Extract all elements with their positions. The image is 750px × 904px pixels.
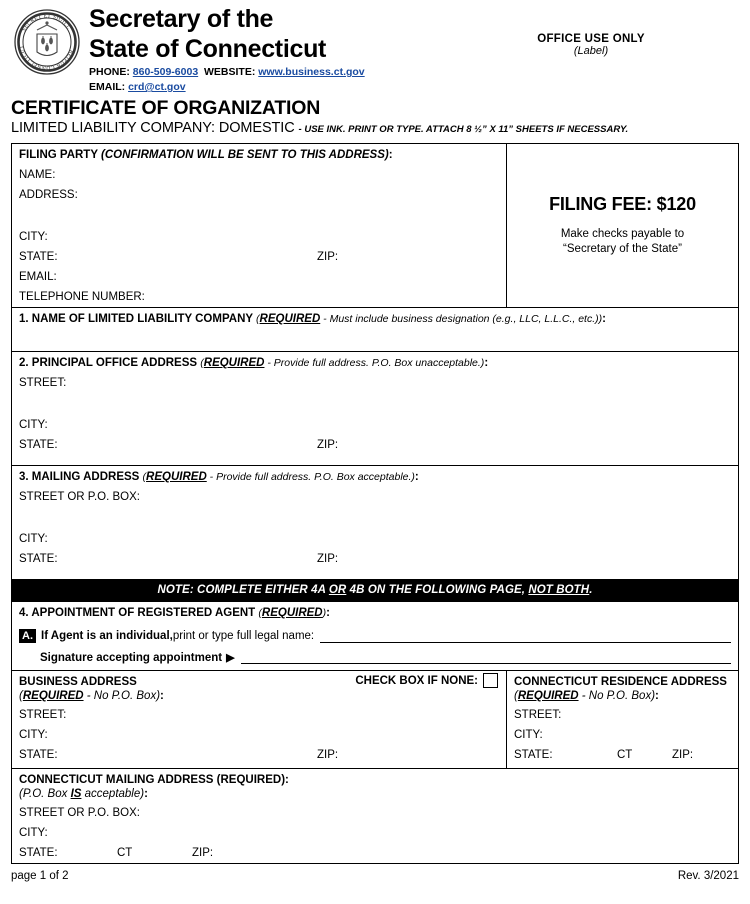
phone-label: PHONE: bbox=[89, 66, 130, 78]
business-address-none-checkbox-group[interactable] bbox=[355, 673, 498, 688]
filing-party-heading-colon: : bbox=[388, 149, 393, 161]
footer-revision: Rev. 3/2021 bbox=[677, 870, 739, 882]
document-subtitle bbox=[11, 119, 739, 139]
business-address-heading-text: BUSINESS ADDRESS bbox=[19, 676, 137, 688]
residence-address-zip-label: ZIP: bbox=[672, 749, 694, 761]
filing-party-telephone-label: TELEPHONE NUMBER: bbox=[19, 291, 145, 303]
ct-mailing-address-subheading bbox=[12, 787, 738, 803]
agent-addresses-row bbox=[12, 671, 738, 769]
section-2-city-field[interactable] bbox=[12, 415, 738, 435]
filing-party-telephone-field[interactable] bbox=[12, 287, 506, 307]
section-4-close-paren: ) bbox=[322, 607, 327, 619]
section-3-colon: : bbox=[414, 471, 419, 483]
section-3-street-label: STREET OR P.O. BOX: bbox=[19, 491, 140, 503]
page-header bbox=[11, 0, 739, 95]
section-1-row bbox=[12, 308, 738, 352]
residence-address-required: REQUIRED bbox=[517, 690, 579, 702]
ct-mailing-address-heading bbox=[12, 769, 738, 787]
section-3-street-blank-line[interactable] bbox=[12, 507, 738, 529]
filing-fee-note-line1: Make checks payable to bbox=[560, 228, 685, 240]
filing-fee-box bbox=[507, 144, 738, 307]
ct-mailing-sub-colon: : bbox=[144, 788, 148, 800]
ct-mailing-state-zip-field[interactable] bbox=[12, 843, 738, 863]
phone-value[interactable]: 860-509-6003 bbox=[132, 66, 199, 78]
ct-mailing-sub-rest: acceptable) bbox=[81, 788, 145, 800]
filing-party-heading bbox=[12, 144, 506, 165]
section-3-open-paren: ( bbox=[142, 471, 147, 483]
section-4a-bold-text: If Agent is an individual, bbox=[41, 630, 173, 642]
filing-party-state-zip-field[interactable] bbox=[12, 247, 506, 267]
ct-mailing-sub-is: IS bbox=[70, 788, 82, 800]
agency-name-line2: State of Connecticut bbox=[89, 35, 327, 63]
residence-address-hint: - No P.O. Box) bbox=[578, 690, 656, 702]
section-1-hint: - Must include business designation (e.g., LLC, L.L.C., etc.)) bbox=[320, 313, 603, 325]
section-3-bottom-pad bbox=[12, 569, 738, 579]
section-2-hint: - Provide full address. P.O. Box unacceptable.) bbox=[264, 357, 485, 369]
section-1-heading-text: 1. NAME OF LIMITED LIABILITY COMPANY bbox=[19, 313, 253, 325]
section-4a-signature-row bbox=[12, 647, 738, 670]
business-address-state-zip-field[interactable] bbox=[12, 745, 506, 765]
filing-party-city-label: CITY: bbox=[19, 231, 48, 243]
section-3-heading bbox=[12, 466, 738, 487]
office-use-subtitle: (Label) bbox=[573, 45, 609, 57]
business-address-colon: : bbox=[160, 690, 164, 702]
ct-mailing-close-paren: ) bbox=[281, 774, 286, 786]
residence-address-heading bbox=[507, 671, 738, 689]
note-bar bbox=[12, 580, 738, 601]
ct-mailing-street-field[interactable] bbox=[12, 803, 738, 823]
note-bar-end: . bbox=[589, 584, 593, 596]
filing-fee-column bbox=[507, 144, 738, 307]
filing-party-address-label: ADDRESS: bbox=[19, 189, 78, 201]
ct-mailing-street-label: STREET OR P.O. BOX: bbox=[19, 807, 140, 819]
filing-fee-note-line2: “Secretary of the State” bbox=[563, 243, 682, 255]
ct-mailing-colon: : bbox=[285, 774, 289, 786]
filing-party-name-label: NAME: bbox=[19, 169, 56, 181]
residence-address-heading-text: CONNECTICUT RESIDENCE ADDRESS bbox=[514, 676, 727, 688]
residence-address-subheading bbox=[507, 689, 738, 705]
office-use-only-block bbox=[431, 33, 750, 57]
section-2-city-label: CITY: bbox=[19, 419, 48, 431]
section-2-bottom-pad bbox=[12, 455, 738, 465]
section-4a-agent-name-input[interactable] bbox=[320, 630, 731, 643]
filing-fee-amount: FILING FEE: $120 bbox=[549, 194, 696, 214]
business-address-street-field[interactable] bbox=[12, 705, 506, 725]
section-2-state-label: STATE: bbox=[19, 439, 58, 451]
agency-title-block bbox=[89, 4, 365, 94]
filing-party-email-field[interactable] bbox=[12, 267, 506, 287]
section-4-row bbox=[12, 602, 738, 671]
business-address-none-label: CHECK BOX IF NONE: bbox=[355, 674, 478, 687]
filing-party-email-label: EMAIL: bbox=[19, 271, 57, 283]
ct-mailing-address-row bbox=[12, 769, 738, 863]
section-2-street-label: STREET: bbox=[19, 377, 67, 389]
filing-party-heading-italic: (CONFIRMATION WILL BE SENT TO THIS ADDRESS) bbox=[101, 149, 389, 161]
document-subtitle-note: - USE INK. PRINT OR TYPE. ATTACH 8 ½” X 11” SHEETS IF NECESSARY. bbox=[298, 124, 629, 135]
business-address-heading bbox=[12, 671, 506, 689]
signature-arrow-icon: ▶ bbox=[226, 652, 235, 664]
filing-party-zip-label: ZIP: bbox=[317, 251, 339, 263]
section-4a-rest-text: print or type full legal name: bbox=[172, 630, 315, 642]
section-3-city-field[interactable] bbox=[12, 529, 738, 549]
note-bar-part2: 4B ON THE FOLLOWING PAGE, bbox=[346, 584, 529, 596]
document-subtitle-main: LIMITED LIABILITY COMPANY: DOMESTIC bbox=[11, 120, 295, 136]
filing-party-city-field[interactable] bbox=[12, 227, 506, 247]
section-1-required: REQUIRED bbox=[259, 313, 321, 325]
business-address-subheading bbox=[12, 689, 506, 705]
ct-mailing-address-heading-text: CONNECTICUT MAILING ADDRESS bbox=[19, 774, 214, 786]
connecticut-state-seal-icon bbox=[13, 8, 81, 76]
residence-address-open-paren: ( bbox=[514, 690, 518, 702]
section-1-open-paren: ( bbox=[256, 313, 260, 325]
filing-party-state-label: STATE: bbox=[19, 251, 58, 263]
ct-mailing-required: REQUIRED bbox=[220, 774, 282, 786]
section-4-required: REQUIRED bbox=[261, 607, 323, 619]
section-1-name-input-area[interactable] bbox=[12, 329, 738, 351]
section-2-street-blank-line[interactable] bbox=[12, 393, 738, 415]
section-2-required: REQUIRED bbox=[203, 357, 265, 369]
business-address-required: REQUIRED bbox=[22, 690, 84, 702]
contact-phone-website-line bbox=[89, 65, 365, 79]
business-address-none-checkbox[interactable] bbox=[483, 673, 498, 688]
section-4-colon: : bbox=[326, 607, 330, 619]
filing-party-address-blank-line[interactable] bbox=[12, 205, 506, 227]
residence-address-state-value: CT bbox=[617, 749, 633, 761]
note-bar-not-both: NOT BOTH bbox=[528, 584, 590, 596]
filing-party-heading-bold: FILING PARTY bbox=[19, 149, 98, 161]
section-3-required: REQUIRED bbox=[146, 471, 207, 483]
business-address-city-label: CITY: bbox=[19, 729, 48, 741]
business-address-zip-label: ZIP: bbox=[317, 749, 339, 761]
section-2-zip-label: ZIP: bbox=[317, 439, 339, 451]
email-value[interactable]: crd@ct.gov bbox=[128, 81, 186, 93]
ct-mailing-open-paren: ( bbox=[216, 774, 221, 786]
form-table bbox=[11, 143, 739, 864]
section-3-city-label: CITY: bbox=[19, 533, 48, 545]
section-2-colon: : bbox=[484, 357, 489, 369]
note-bar-row bbox=[12, 580, 738, 602]
section-4a-letter-badge: A. bbox=[19, 629, 36, 643]
svg-text:SECRET ET SIGILL: SECRET ET SIGILL bbox=[21, 13, 72, 33]
filing-party-row bbox=[12, 144, 738, 308]
ct-mailing-state-value: CT bbox=[117, 847, 133, 859]
section-2-row bbox=[12, 352, 738, 466]
footer-page-number: page 1 of 2 bbox=[11, 870, 69, 882]
contact-email-line bbox=[89, 80, 365, 94]
section-1-heading bbox=[12, 308, 738, 329]
section-2-heading bbox=[12, 352, 738, 373]
section-4-heading-text: 4. APPOINTMENT OF REGISTERED AGENT bbox=[19, 607, 256, 619]
svg-text:REIPUB CONNECTICUT: REIPUB CONNECTICUT bbox=[18, 44, 75, 71]
section-2-street-field[interactable] bbox=[12, 373, 738, 393]
ct-mailing-sub-open: (P.O. Box bbox=[19, 788, 71, 800]
website-label: WEBSITE: bbox=[204, 66, 256, 78]
filing-party-column bbox=[12, 144, 507, 307]
ct-mailing-zip-label: ZIP: bbox=[192, 847, 214, 859]
business-address-open-paren: ( bbox=[19, 690, 23, 702]
section-3-state-zip-field[interactable] bbox=[12, 549, 738, 569]
agency-name-line1: Secretary of the bbox=[89, 5, 274, 33]
residence-address-street-field[interactable] bbox=[507, 705, 738, 725]
section-3-hint: - Provide full address. P.O. Box acceptable.) bbox=[206, 471, 415, 483]
note-bar-part1: NOTE: COMPLETE EITHER 4A bbox=[157, 584, 329, 596]
office-use-title: OFFICE USE ONLY bbox=[537, 33, 645, 45]
section-4a-signature-label: Signature accepting appointment bbox=[40, 651, 223, 664]
section-1-colon: : bbox=[602, 313, 606, 325]
ct-mailing-city-field[interactable] bbox=[12, 823, 738, 843]
business-address-column bbox=[12, 671, 507, 768]
section-3-state-label: STATE: bbox=[19, 553, 58, 565]
residence-address-state-label: STATE: bbox=[514, 749, 553, 761]
section-2-open-paren: ( bbox=[200, 357, 204, 369]
residence-address-city-field[interactable] bbox=[507, 725, 738, 745]
ct-mailing-city-label: CITY: bbox=[19, 827, 48, 839]
section-3-street-field[interactable] bbox=[12, 487, 738, 507]
filing-party-name-field[interactable] bbox=[12, 165, 506, 185]
residence-address-street-label: STREET: bbox=[514, 709, 562, 721]
document-title: CERTIFICATE OF ORGANIZATION bbox=[11, 97, 321, 119]
section-3-heading-text: 3. MAILING ADDRESS bbox=[19, 471, 140, 483]
business-address-city-field[interactable] bbox=[12, 725, 506, 745]
website-value[interactable]: www.business.ct.gov bbox=[258, 66, 365, 78]
section-2-state-zip-field[interactable] bbox=[12, 435, 738, 455]
section-4a-agent-name-row bbox=[12, 623, 738, 647]
section-2-heading-text: 2. PRINCIPAL OFFICE ADDRESS bbox=[19, 357, 198, 369]
section-3-zip-label: ZIP: bbox=[317, 553, 339, 565]
filing-party-address-field[interactable] bbox=[12, 185, 506, 205]
note-bar-or: OR bbox=[328, 584, 347, 596]
section-4-heading bbox=[12, 602, 738, 623]
business-address-state-label: STATE: bbox=[19, 749, 58, 761]
section-4a-signature-input[interactable] bbox=[241, 651, 731, 664]
filing-fee-note bbox=[561, 227, 684, 257]
section-3-row bbox=[12, 466, 738, 580]
residence-address-city-label: CITY: bbox=[514, 729, 543, 741]
email-label: EMAIL: bbox=[89, 81, 126, 93]
residence-address-colon: : bbox=[655, 690, 659, 702]
ct-mailing-state-label: STATE: bbox=[19, 847, 58, 859]
page-footer bbox=[11, 864, 739, 882]
business-address-street-label: STREET: bbox=[19, 709, 67, 721]
residence-address-state-zip-field[interactable] bbox=[507, 745, 738, 765]
residence-address-column bbox=[507, 671, 738, 768]
business-address-hint: - No P.O. Box) bbox=[83, 690, 161, 702]
section-4-open-paren: ( bbox=[258, 607, 262, 619]
